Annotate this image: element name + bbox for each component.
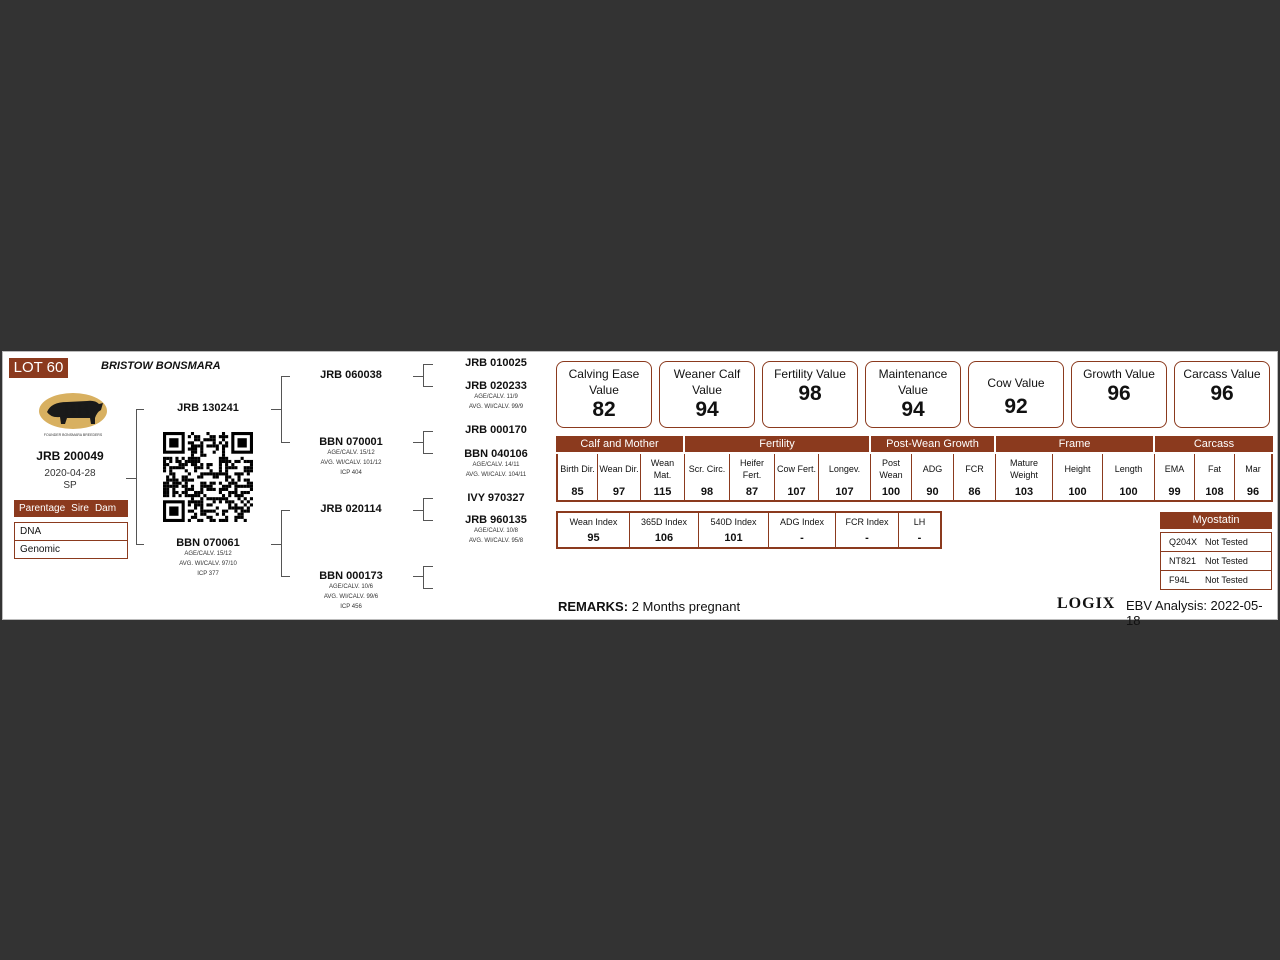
value-title: Weaner Calf Value <box>673 367 741 397</box>
ebv-cell-mature-weight <box>996 454 1053 502</box>
pedigree-connector <box>281 442 290 443</box>
myostatin-result: Not Tested <box>1205 556 1248 566</box>
index-label: ADG Index <box>779 517 825 527</box>
ebv-value: 103 <box>1014 486 1034 498</box>
pedigree-connector <box>136 409 137 545</box>
ebv-value: 100 <box>1119 486 1138 498</box>
pedigree-sire-sire: JRB 060038 <box>320 369 382 381</box>
breeder-logo <box>37 390 109 438</box>
value-box-carcass <box>1174 361 1270 428</box>
pedigree-dam-dam-age: AGE/CALV. 10/6 <box>328 584 374 590</box>
animal-birth-info <box>17 468 123 492</box>
index-cell-wean <box>558 513 630 547</box>
ebv-value: 97 <box>612 486 626 498</box>
index-cell-lh <box>899 513 940 547</box>
parentage-header-dam: Dam <box>94 503 117 514</box>
pedigree-connector <box>271 409 281 410</box>
remarks-label: REMARKS: <box>558 599 629 614</box>
ebv-label: Mar <box>1245 464 1261 474</box>
ebv-group-post-wean: Post-Wean Growth <box>871 436 994 452</box>
pedigree-connector <box>281 376 290 377</box>
value-box-maintenance <box>865 361 961 428</box>
pedigree-gg3: JRB 000170 <box>465 424 527 436</box>
ebv-value: 87 <box>745 486 759 498</box>
pedigree-connector <box>281 510 282 576</box>
ebv-label: Wean Dir. <box>599 464 639 474</box>
pedigree-dam-id: BBN 070061 <box>176 537 240 549</box>
ebv-cell-fcr <box>954 454 996 502</box>
pedigree-gg4-wi: AVG. WI/CALV. 104/11 <box>465 472 527 478</box>
ebv-group-calf-mother: Calf and Mother <box>556 436 683 452</box>
ebv-value: 98 <box>700 486 714 498</box>
pedigree-connector <box>281 576 290 577</box>
pedigree-gg6-age: AGE/CALV. 10/8 <box>473 528 519 534</box>
myostatin-gene: F94L <box>1169 575 1190 585</box>
index-label: 540D Index <box>710 517 757 527</box>
ebv-group-fertility: Fertility <box>685 436 869 452</box>
ebv-cell-ema <box>1155 454 1195 502</box>
value-box-growth <box>1071 361 1167 428</box>
pedigree-sire-dam-age: AGE/CALV. 15/12 <box>327 450 375 456</box>
ebv-cell-birth-dir <box>558 454 598 502</box>
pedigree-gg6-id: JRB 960135 <box>465 514 527 526</box>
pedigree-connector <box>136 544 144 545</box>
index-cell-540d <box>699 513 769 547</box>
value-number: 92 <box>1004 395 1028 418</box>
pedigree-gg1: JRB 010025 <box>465 357 527 369</box>
ebv-label: Birth Dir. <box>560 464 595 474</box>
ebv-value: 96 <box>1246 486 1260 498</box>
pedigree-connector <box>423 566 424 588</box>
value-number: 96 <box>1210 382 1234 405</box>
ebv-label: ADG <box>922 464 943 474</box>
ebv-cell-wean-dir <box>598 454 641 502</box>
pedigree-connector <box>423 566 433 567</box>
pedigree-dam-icp: ICP 377 <box>197 571 219 577</box>
pedigree-gg2-wi: AVG. WI/CALV. 99/9 <box>468 404 524 410</box>
index-table <box>556 511 942 549</box>
pedigree-connector <box>413 442 423 443</box>
ebv-label: Longev. <box>828 464 861 474</box>
pedigree-dam-dam <box>296 570 406 612</box>
pedigree-sire-dam-icp: ICP 404 <box>340 470 362 476</box>
pedigree-sire-dam-id: BBN 070001 <box>319 436 383 448</box>
svg-text:BB: BB <box>63 399 90 421</box>
remarks <box>558 599 740 614</box>
pedigree-dam-dam-wi: AVG. WI/CALV. 99/6 <box>323 594 379 600</box>
index-value: - <box>917 532 922 544</box>
value-title: Carcass Value <box>1183 367 1261 381</box>
birth-date: 2020-04-28 <box>44 468 96 479</box>
pedigree-connector <box>271 544 281 545</box>
parentage-header <box>14 500 128 517</box>
ebv-cell-adg <box>912 454 954 502</box>
ebv-cell-mar <box>1235 454 1271 502</box>
ebv-value: 86 <box>968 486 981 498</box>
ebv-group-frame: Frame <box>996 436 1153 452</box>
myostatin-table <box>1160 512 1272 590</box>
pedigree-connector <box>423 498 424 520</box>
index-value: 95 <box>587 532 600 544</box>
ebv-label: Post Wean <box>879 458 903 480</box>
parentage-header-sire: Sire <box>71 503 89 514</box>
ebv-value: 107 <box>787 486 806 498</box>
breeder-name: BRISTOW BONSMARA <box>101 360 221 372</box>
index-value: - <box>865 532 869 544</box>
index-label: 365D Index <box>640 517 688 527</box>
index-value: 101 <box>724 532 743 544</box>
myostatin-gene: NT821 <box>1169 556 1197 566</box>
ebv-value: 108 <box>1205 486 1224 498</box>
pedigree-connector <box>413 376 423 377</box>
ebv-value: 115 <box>653 486 672 498</box>
pedigree-connector <box>281 376 282 442</box>
pedigree-dam-dam-icp: ICP 456 <box>340 604 362 610</box>
value-number: 98 <box>798 382 822 405</box>
ebv-label: Length <box>1114 464 1143 474</box>
index-label: Wean Index <box>569 517 618 527</box>
ebv-cell-scr-circ <box>685 454 730 502</box>
myostatin-row <box>1160 532 1272 552</box>
pedigree-gg5: IVY 970327 <box>467 492 525 504</box>
pedigree-sire-dam <box>296 436 406 478</box>
ebv-label: Scr. Circ. <box>688 464 726 474</box>
index-cell-adg <box>769 513 836 547</box>
pedigree-dam <box>153 537 263 579</box>
ebv-cell-height <box>1053 454 1103 502</box>
qr-code[interactable] <box>163 432 253 522</box>
ebv-cell-post-wean <box>871 454 912 502</box>
ebv-cell-fat <box>1195 454 1235 502</box>
value-number: 96 <box>1107 382 1131 405</box>
pedigree-gg6 <box>443 514 549 546</box>
pedigree-connector <box>423 431 433 432</box>
pedigree-connector <box>423 520 433 521</box>
index-label: LH <box>913 517 926 527</box>
value-number: 94 <box>901 398 925 421</box>
animal-code: SP <box>63 480 77 491</box>
ebv-value: 85 <box>571 486 584 498</box>
ebv-label: FCR <box>965 464 984 474</box>
pedigree-connector <box>423 364 424 386</box>
value-box-cow <box>968 361 1064 428</box>
ebv-label: Mature Weight <box>1009 458 1038 480</box>
ebv-label: Fat <box>1207 464 1221 474</box>
lot-badge: LOT 60 <box>9 358 68 378</box>
pedigree-connector <box>413 576 423 577</box>
ebv-value: 107 <box>835 486 854 498</box>
pedigree-dam-wi: AVG. WI/CALV. 97/10 <box>179 561 237 567</box>
logix-logo: LOGIX <box>1057 595 1116 612</box>
pedigree-connector <box>423 453 433 454</box>
ebv-group-carcass: Carcass <box>1155 436 1273 452</box>
pedigree-connector <box>423 386 433 387</box>
ebv-cell-longev <box>819 454 871 502</box>
ebv-value: 100 <box>881 486 901 498</box>
pedigree-gg4-age: AGE/CALV. 14/11 <box>472 462 520 468</box>
ebv-label: Wean Mat. <box>650 458 675 480</box>
myostatin-row <box>1160 571 1272 590</box>
value-box-calving-ease <box>556 361 652 428</box>
pedigree-connector <box>281 510 290 511</box>
ebv-value: 99 <box>1168 486 1181 498</box>
value-number: 94 <box>695 398 719 421</box>
ebv-label: Height <box>1064 464 1091 474</box>
pedigree-connector <box>423 431 424 453</box>
myostatin-row <box>1160 552 1272 571</box>
ebv-label: Cow Fert. <box>776 464 816 474</box>
index-cell-365d <box>630 513 699 547</box>
parentage-table <box>14 500 128 559</box>
myostatin-gene: Q204X <box>1169 537 1198 547</box>
value-box-fertility <box>762 361 858 428</box>
pedigree-connector <box>136 409 144 410</box>
index-value: 106 <box>654 532 674 544</box>
index-value: - <box>800 532 804 544</box>
pedigree-gg4 <box>443 448 549 480</box>
pedigree-sire: JRB 130241 <box>177 402 239 414</box>
parentage-row-dna: DNA <box>14 522 128 541</box>
value-title: Calving Ease Value <box>568 367 640 397</box>
ebv-value: 90 <box>926 486 939 498</box>
pedigree-connector <box>423 588 433 589</box>
ebv-value: 100 <box>1068 486 1087 498</box>
logo-caption: FOUNDER BONSMARA BREEDERS <box>43 433 103 437</box>
value-title: Cow Value <box>987 376 1045 390</box>
pedigree-gg2-age: AGE/CALV. 11/9 <box>474 394 518 400</box>
pedigree-dam-dam-id: BBN 000173 <box>319 570 383 582</box>
pedigree-connector <box>413 510 423 511</box>
index-cell-fcr <box>836 513 899 547</box>
value-title: Maintenance Value <box>878 367 948 397</box>
parentage-row-genomic: Genomic <box>14 541 128 559</box>
parentage-header-label: Parentage <box>19 503 66 514</box>
pedigree-sire-dam-wi: AVG. WI/CALV. 101/12 <box>320 460 382 466</box>
ebv-cell-wean-mat <box>641 454 685 502</box>
sale-lot-card <box>2 351 1278 628</box>
value-title: Fertility Value <box>774 367 846 381</box>
ebv-label: Heifer Fert. <box>739 458 764 480</box>
value-box-weaner-calf <box>659 361 755 428</box>
pedigree-connector <box>126 478 136 479</box>
animal-id: JRB 200049 <box>36 449 104 463</box>
myostatin-result: Not Tested <box>1205 537 1248 547</box>
pedigree-gg4-id: BBN 040106 <box>464 448 528 460</box>
ebv-analysis-date: EBV Analysis: 2022-05-18 <box>1126 598 1263 628</box>
myostatin-result: Not Tested <box>1205 575 1248 585</box>
remarks-text: 2 Months pregnant <box>631 599 741 614</box>
pedigree-dam-sire: JRB 020114 <box>320 503 382 515</box>
pedigree-gg2-id: JRB 020233 <box>465 380 527 392</box>
value-title: Growth Value <box>1083 367 1155 381</box>
pedigree-dam-age: AGE/CALV. 15/12 <box>184 551 232 557</box>
ebv-cell-length <box>1103 454 1155 502</box>
pedigree-gg6-wi: AVG. WI/CALV. 95/8 <box>468 538 524 544</box>
ebv-label: EMA <box>1164 464 1185 474</box>
pedigree-gg2 <box>443 380 549 412</box>
index-label: FCR Index <box>845 517 889 527</box>
ebv-cell-cow-fert <box>775 454 819 502</box>
myostatin-title: Myostatin <box>1160 512 1272 529</box>
value-number: 82 <box>592 398 616 421</box>
pedigree-connector <box>423 498 433 499</box>
ebv-cell-heifer-fert <box>730 454 775 502</box>
pedigree-connector <box>423 364 433 365</box>
